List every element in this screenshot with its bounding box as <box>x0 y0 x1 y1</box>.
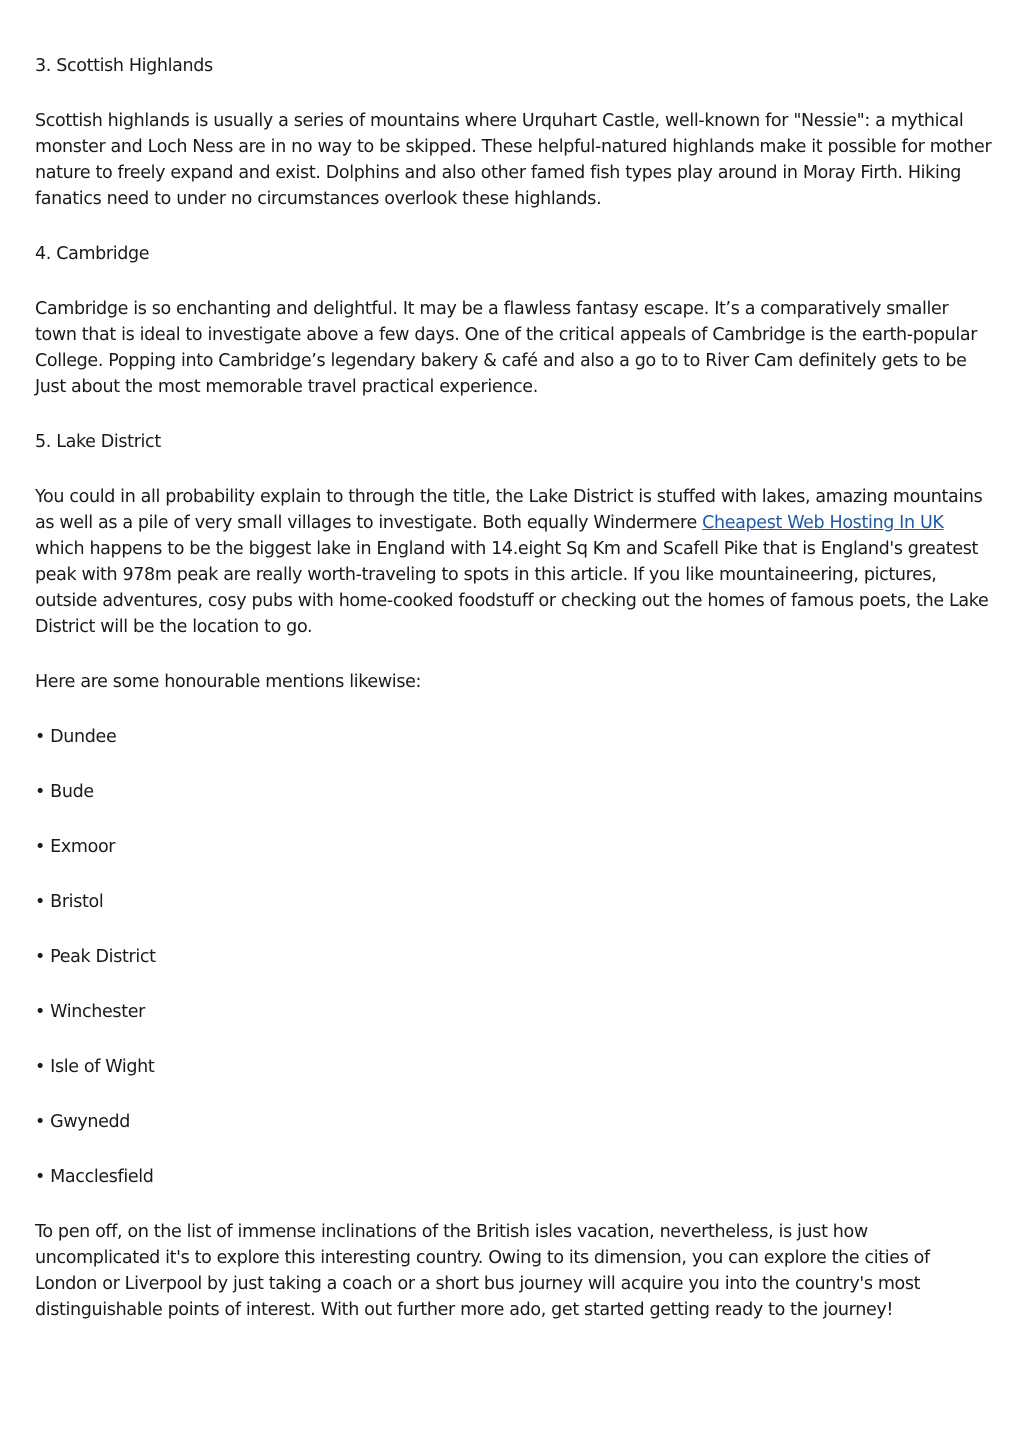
list-item-bude: • Bude <box>35 782 94 802</box>
honourable-mentions-intro: Here are some honourable mentions likewise: <box>35 672 422 692</box>
list-item-peak-district: • Peak District <box>35 947 156 967</box>
section-heading-lake-district: 5. Lake District <box>35 432 161 452</box>
list-item-bristol: • Bristol <box>35 892 104 912</box>
section-body-scottish-highlands: Scottish highlands is usually a series of mountains where Urquhart Castle, well-known for "Nessie": a mythical monster and Loch Ness are in no way to be skipped. These helpful-natured highlands make it possible for mother nature to freely expand and exist. Dolphins and also other famed fish types play around in Moray Firth. Hiking fanatics need to under no circumstances overlook these highlands. <box>35 111 992 209</box>
list-item-gwynedd: • Gwynedd <box>35 1112 131 1132</box>
list-item-winchester: • Winchester <box>35 1002 145 1022</box>
closing-paragraph: To pen off, on the list of immense inclinations of the British isles vacation, nevertheless, is just how uncomplicated it's to explore this interesting country. Owing to its dimension, you can explore the cities of London or Liverpool by just taking a coach or a short bus journey will acquire you into the country's most distinguishable points of interest. With out further more ado, get started getting ready to the journey! <box>35 1222 930 1320</box>
lake-district-text-after-link: which happens to be the biggest lake in England with 14.eight Sq Km and Scafell Pike that is England's greatest peak with 978m peak are really worth-traveling to spots in this article. If you like mountaineering, pictures, outside adventures, cosy pubs with home-cooked foodstuff or checking out the homes of famous poets, the Lake District will be the location to go. <box>35 539 989 637</box>
document-page <box>35 53 995 1352</box>
section-body-cambridge: Cambridge is so enchanting and delightful. It may be a flawless fantasy escape. It’s a comparatively smaller town that is ideal to investigate above a few days. One of the critical appeals of Cambridge is the earth-popular College. Popping into Cambridge’s legendary bakery & café and also a go to to River Cam definitely gets to be Just about the most memorable travel practical experience. <box>35 299 978 397</box>
lake-district-text-before-link: You could in all probability explain to through the title, the Lake District is stuffed with lakes, amazing mountains as well as a pile of very small villages to investigate. Both equally Windermere <box>35 487 983 533</box>
section-body-lake-district <box>35 484 995 640</box>
list-item-macclesfield: • Macclesfield <box>35 1167 154 1187</box>
list-item-isle-of-wight: • Isle of Wight <box>35 1057 155 1077</box>
section-heading-cambridge: 4. Cambridge <box>35 244 150 264</box>
list-item-exmoor: • Exmoor <box>35 837 116 857</box>
list-item-dundee: • Dundee <box>35 727 117 747</box>
cheapest-web-hosting-link[interactable]: Cheapest Web Hosting In UK <box>702 513 944 533</box>
section-heading-scottish-highlands: 3. Scottish Highlands <box>35 56 213 76</box>
